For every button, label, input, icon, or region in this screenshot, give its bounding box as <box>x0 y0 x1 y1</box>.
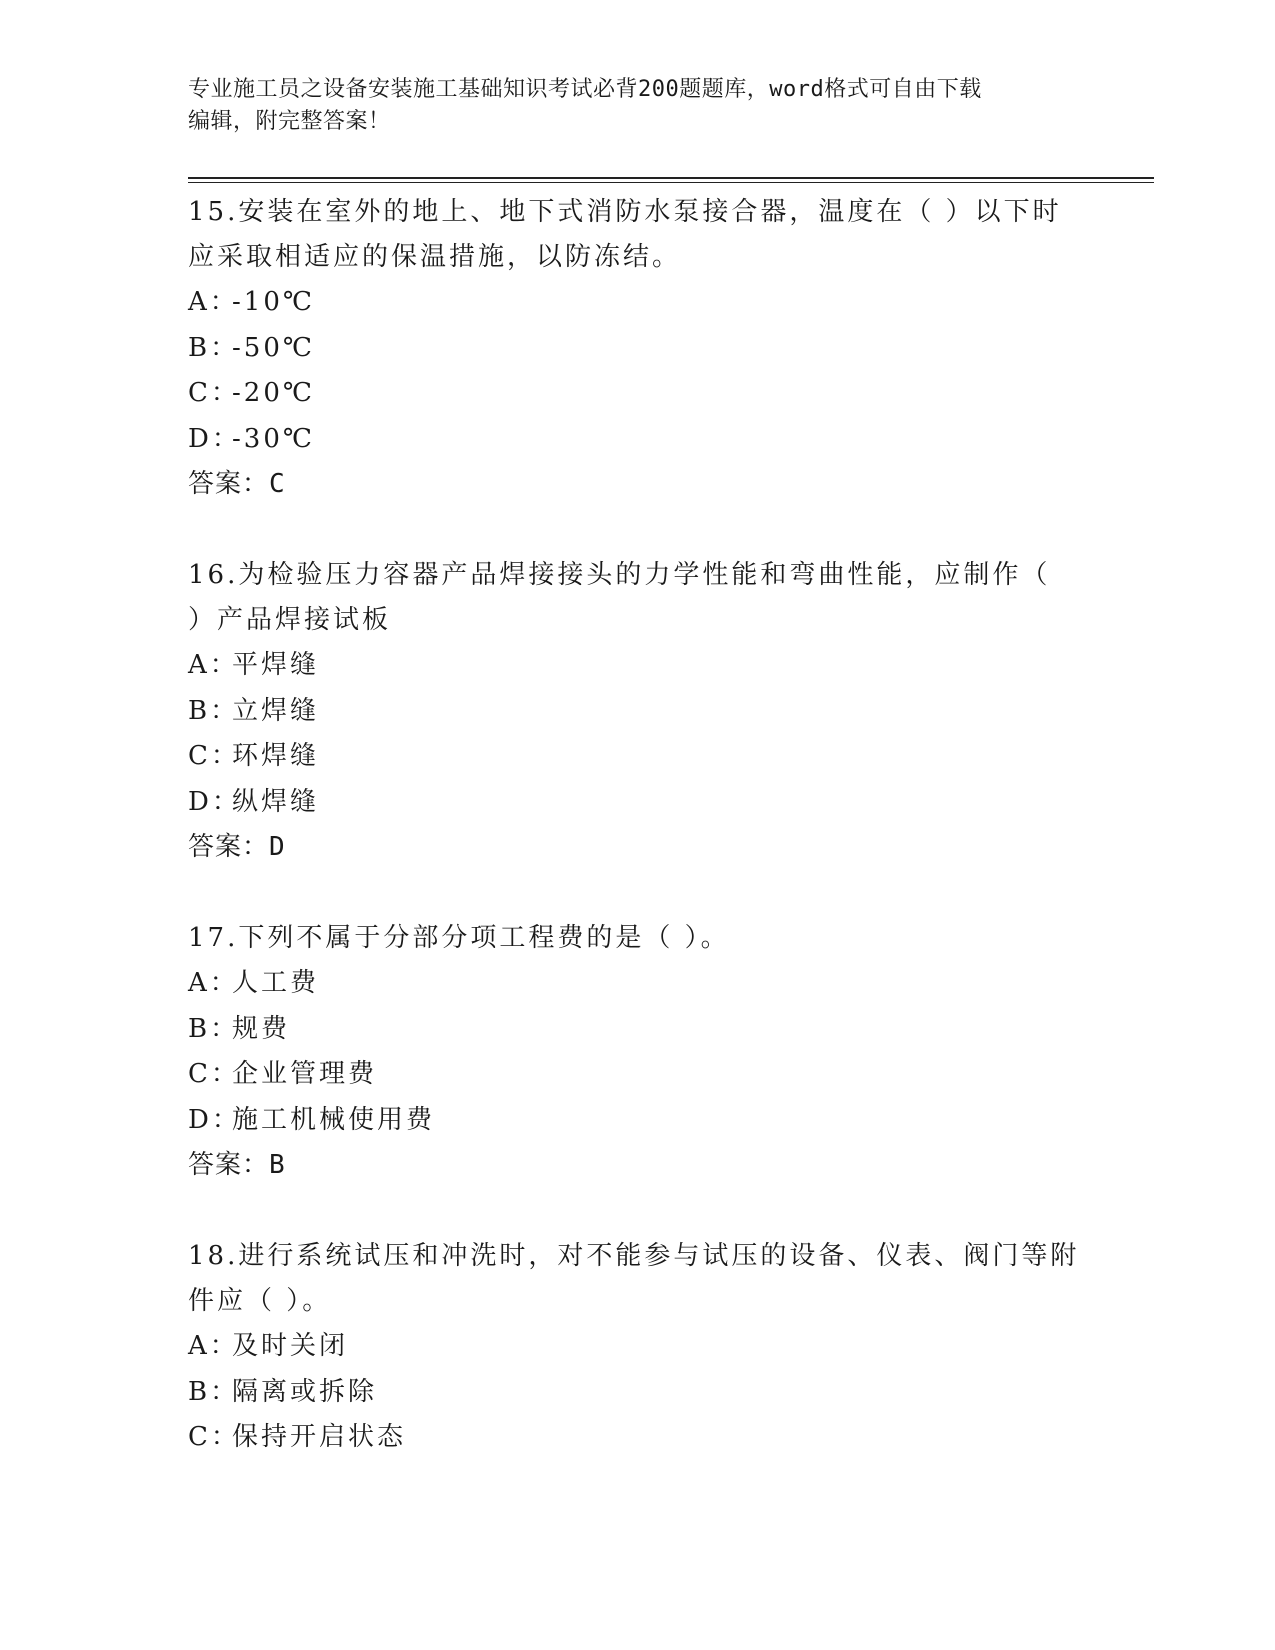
option-a <box>188 1324 1088 1370</box>
option-b <box>188 689 1088 735</box>
header-line-1: 专业施工员之设备安装施工基础知识考试必背200题题库，word格式可自由下载 <box>188 77 982 102</box>
answer-value: C <box>269 469 286 499</box>
option-key: C： <box>188 1422 240 1452</box>
question-text-line-1 <box>188 553 1088 598</box>
answer-value: B <box>269 1150 286 1180</box>
question-text-line-1 <box>188 1234 1088 1279</box>
header-divider-thick <box>188 177 1154 179</box>
document-header <box>188 74 1068 138</box>
option-value: 规费 <box>232 1013 291 1044</box>
header-divider-thin <box>188 182 1154 183</box>
question-number: 15. <box>188 197 239 227</box>
question-16 <box>188 553 1088 870</box>
question-number: 17. <box>188 923 239 953</box>
option-key: B： <box>188 1376 240 1407</box>
option-key: D： <box>188 786 241 817</box>
option-c <box>188 734 1088 780</box>
option-key: A： <box>188 968 239 998</box>
option-value: -20℃ <box>232 378 315 408</box>
question-18 <box>188 1234 1088 1461</box>
question-15 <box>188 190 1088 507</box>
option-key: A： <box>188 1331 239 1361</box>
option-value: 环焊缝 <box>232 741 320 771</box>
option-c <box>188 1052 1088 1098</box>
question-text-line-1 <box>188 190 1088 235</box>
question-text-line-1 <box>188 916 1088 961</box>
spacer <box>188 870 1088 916</box>
option-value: -10℃ <box>232 287 315 317</box>
option-d <box>188 780 1088 826</box>
option-value: 纵焊缝 <box>232 786 320 817</box>
option-a <box>188 643 1088 689</box>
question-number: 16. <box>188 560 239 590</box>
option-c <box>188 371 1088 417</box>
option-key: D： <box>188 1104 241 1135</box>
answer-label: 答案： <box>188 1150 270 1180</box>
answer-value: D <box>269 832 286 862</box>
option-value: 平焊缝 <box>232 650 320 680</box>
question-number: 18. <box>188 1241 239 1271</box>
option-value: 及时关闭 <box>232 1331 349 1361</box>
option-value: 企业管理费 <box>232 1059 378 1089</box>
option-key: A： <box>188 650 239 680</box>
question-stem: 进行系统试压和冲洗时，对不能参与试压的设备、仪表、阀门等附 <box>238 1241 1080 1271</box>
question-text-line-2: ）产品焊接试板 <box>188 605 392 635</box>
option-key: C： <box>188 378 240 408</box>
spacer <box>188 507 1088 553</box>
question-stem: 安装在室外的地上、地下式消防水泵接合器，温度在（ ）以下时 <box>238 197 1062 227</box>
option-a <box>188 961 1088 1007</box>
answer-label: 答案： <box>188 469 270 499</box>
question-stem: 为检验压力容器产品焊接接头的力学性能和弯曲性能，应制作（ <box>238 560 1051 590</box>
option-d <box>188 417 1088 463</box>
answer-label: 答案： <box>188 832 270 862</box>
option-value: 施工机械使用费 <box>232 1104 436 1135</box>
answer-line <box>188 462 1088 507</box>
answer-line <box>188 825 1088 870</box>
option-value: 人工费 <box>232 968 320 998</box>
option-value: -50℃ <box>232 332 315 363</box>
option-value: 保持开启状态 <box>232 1422 407 1452</box>
question-text-line-2: 应采取相适应的保温措施，以防冻结。 <box>188 242 682 272</box>
option-value: 隔离或拆除 <box>232 1376 378 1407</box>
option-value: -30℃ <box>232 423 315 454</box>
option-b <box>188 1007 1088 1053</box>
option-key: B： <box>188 1013 240 1044</box>
option-b <box>188 326 1088 372</box>
question-17 <box>188 916 1088 1188</box>
option-b <box>188 1370 1088 1416</box>
option-d <box>188 1098 1088 1144</box>
option-c <box>188 1415 1088 1461</box>
header-line-2: 编辑，附完整答案！ <box>188 109 391 134</box>
option-key: B： <box>188 332 240 363</box>
option-key: C： <box>188 741 240 771</box>
option-a <box>188 280 1088 326</box>
question-stem: 下列不属于分部分项工程费的是（ ）。 <box>238 923 730 953</box>
answer-line <box>188 1143 1088 1188</box>
question-text-line-2: 件应（ ）。 <box>188 1286 332 1316</box>
option-key: D： <box>188 423 241 454</box>
spacer <box>188 1188 1088 1234</box>
question-list <box>188 190 1088 1461</box>
option-key: A： <box>188 287 239 317</box>
option-key: C： <box>188 1059 240 1089</box>
option-key: B： <box>188 695 240 726</box>
option-value: 立焊缝 <box>232 695 320 726</box>
